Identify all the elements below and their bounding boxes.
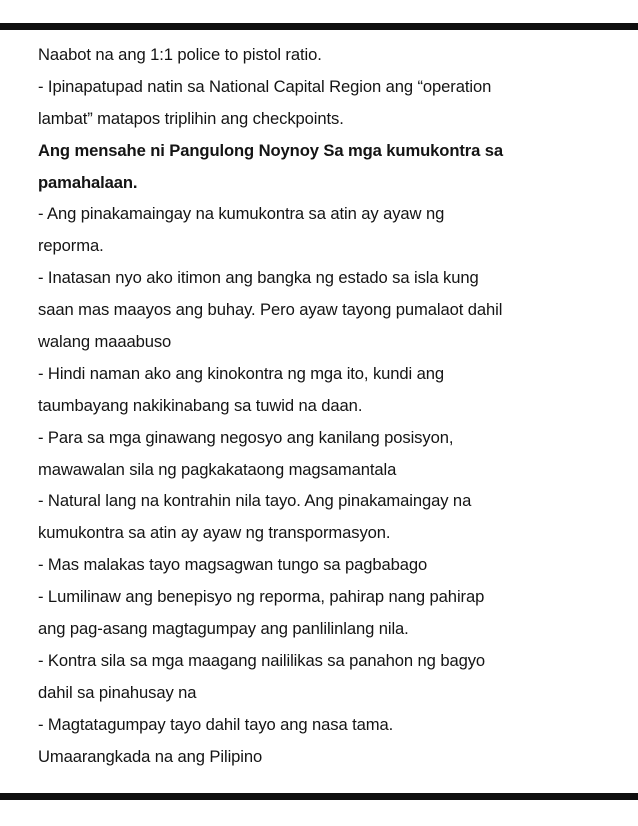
text-line: mawawalan sila ng pagkakataong magsamantala: [38, 459, 397, 479]
text-line: - Mas malakas tayo magsagwan tungo sa pagbabago: [38, 555, 428, 575]
text-line: - Para sa mga ginawang negosyo ang kanilang posisyon,: [38, 427, 454, 447]
text-line: - Kontra sila sa mga maagang naililikas sa panahon ng bagyo: [38, 650, 486, 670]
text-line: dahil sa pinahusay na: [38, 682, 197, 702]
text-line: lambat” matapos triplihin ang checkpoints.: [38, 108, 344, 128]
text-line: - Magtatagumpay tayo dahil tayo ang nasa tama.: [38, 714, 394, 734]
text-line: - Inatasan nyo ako itimon ang bangka ng estado sa isla kung: [38, 268, 479, 288]
text-line: Naabot na ang 1:1 police to pistol ratio.: [38, 45, 322, 64]
text-line: - Ipinapatupad natin sa National Capital Region ang “operation: [38, 76, 492, 96]
text-line: Umaarangkada na ang Pilipino: [38, 746, 263, 766]
text-line: taumbayang nakikinabang sa tuwid na daan.: [38, 395, 363, 415]
text-line: - Natural lang na kontrahin nila tayo. Ang pinakamaingay na: [38, 491, 472, 511]
bottom-border-rule: [0, 793, 638, 800]
heading-line: pamahalaan.: [38, 172, 138, 192]
text-line: walang maaabuso: [38, 332, 172, 352]
text-line: - Lumilinaw ang benepisyo ng reporma, pahirap nang pahirap: [38, 587, 485, 607]
text-line: reporma.: [38, 236, 104, 256]
heading-line: Ang mensahe ni Pangulong Noynoy Sa mga kumukontra sa: [38, 140, 504, 160]
text-line: - Ang pinakamaingay na kumukontra sa atin ay ayaw ng: [38, 204, 445, 224]
document-body: [38, 39, 628, 772]
text-line: ang pag-asang magtagumpay ang panlilinlang nila.: [38, 619, 409, 639]
text-line: saan mas maayos ang buhay. Pero ayaw tayong pumalaot dahil: [38, 300, 503, 320]
text-line: - Hindi naman ako ang kinokontra ng mga ito, kundi ang: [38, 363, 445, 383]
text-line: kumukontra sa atin ay ayaw ng transpormasyon.: [38, 523, 391, 543]
top-border-rule: [0, 23, 638, 30]
